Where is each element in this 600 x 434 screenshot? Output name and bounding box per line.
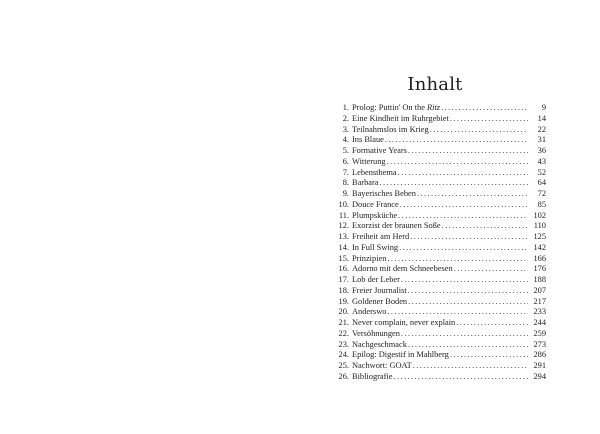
toc-entry: [336, 372, 546, 383]
toc-entry-title-text: Adorno mit dem Schneebesen: [352, 264, 453, 274]
toc-entry: [336, 254, 546, 265]
toc-entry-title-text: Goldener Boden: [352, 296, 408, 306]
toc-entry-number: 26.: [338, 371, 349, 381]
toc-entry-title: [349, 221, 441, 232]
toc-entry-page: 72: [537, 189, 546, 198]
toc-entry-number: 11.: [338, 210, 349, 220]
toc-entry: [336, 286, 546, 297]
toc-entry: [336, 329, 546, 340]
toc-entry: [336, 243, 546, 254]
toc-entry-title-text: Freier Journalist: [352, 285, 407, 295]
toc-entry-number: 6.: [342, 156, 349, 166]
toc-entry-page: 85: [537, 199, 546, 209]
toc-entry-page: 286: [533, 350, 546, 360]
dot-leader: [401, 329, 528, 340]
toc-entry-number: 7.: [342, 167, 349, 177]
dot-leader: [387, 157, 528, 168]
toc-entry-number: 16.: [338, 264, 349, 274]
toc-entry-number: 15.: [338, 253, 349, 263]
dot-leader: [399, 243, 528, 254]
toc-entry-number: 21.: [338, 318, 349, 327]
toc-entry-number: 20.: [338, 307, 349, 317]
toc-entry: [336, 340, 546, 351]
toc-entry-title: [349, 157, 386, 168]
toc-entry: [336, 168, 546, 179]
toc-entry-title-text: Prolog: Puttin' On the: [352, 103, 428, 112]
toc-entry-title: [349, 243, 398, 254]
toc-entry-page: 142: [533, 242, 546, 252]
dot-leader: [401, 275, 528, 286]
toc-entry-title-text: Bayerisches Beben: [352, 189, 416, 198]
toc-entry-number: 23.: [338, 339, 349, 349]
toc-entry-number: 10.: [338, 199, 349, 209]
toc-entry-number: 18.: [338, 285, 349, 295]
toc-entry: [336, 318, 546, 329]
toc-entry-title: [349, 200, 399, 211]
toc-entry-page: 52: [537, 167, 546, 177]
toc-entry: [336, 361, 546, 372]
toc-entry-number: 24.: [338, 350, 349, 360]
toc-entry-title-text: Never complain, never explain: [352, 318, 456, 327]
toc-entry-number: 5.: [342, 146, 349, 155]
toc-entry-page: 291: [533, 361, 546, 370]
dot-leader: [441, 103, 528, 114]
toc-entry-number: 19.: [338, 296, 349, 306]
toc-entry-page: 176: [533, 264, 546, 274]
dot-leader: [408, 146, 528, 157]
toc-entry-title: [349, 329, 400, 340]
toc-entry-page: 244: [533, 318, 546, 327]
toc-entry-page: 31: [537, 135, 546, 145]
toc-entry-title: [349, 372, 392, 383]
toc-entry-title: [349, 146, 407, 157]
dot-leader: [450, 114, 528, 125]
toc-entry-title-text: Douce France: [352, 199, 399, 209]
toc-entry-title: [349, 232, 409, 243]
toc-entry-title-text: In Full Swing: [352, 242, 399, 252]
toc-entry-title-text: Epilog: Digestif in Mahlberg: [352, 350, 449, 360]
toc-entry-title: [349, 264, 453, 275]
toc-entry-title: [349, 189, 416, 200]
toc-entry-page: 9: [541, 103, 546, 112]
toc-entry-page: 110: [533, 221, 546, 231]
toc-entry-page: 22: [537, 124, 546, 134]
toc-entry-page: 14: [537, 113, 546, 123]
toc-entry-title-text: Versöhnungen: [352, 328, 400, 338]
toc-entry-title-text: Lebensthema: [352, 167, 397, 177]
toc-entry-title: [349, 178, 379, 189]
toc-entry-title-text: Bibliografie: [352, 371, 393, 381]
toc-entry: [336, 200, 546, 211]
dot-leader: [400, 200, 528, 211]
toc-entry-number: 9.: [342, 189, 349, 198]
dot-leader: [442, 221, 528, 232]
dot-leader: [410, 232, 528, 243]
toc-entry-title: [349, 275, 400, 286]
toc-entry: [336, 135, 546, 146]
dot-leader: [387, 307, 528, 318]
toc-entry: [336, 103, 546, 114]
toc-entry: [336, 307, 546, 318]
toc-entry-number: 12.: [338, 221, 349, 231]
dot-leader: [380, 178, 528, 189]
dot-leader: [430, 125, 528, 136]
dot-leader: [450, 350, 528, 361]
toc-entry-number: 3.: [342, 124, 349, 134]
toc-entry: [336, 178, 546, 189]
dot-leader: [454, 264, 528, 275]
dot-leader: [408, 340, 528, 351]
toc-entry-title: [349, 211, 397, 222]
toc-entry: [336, 221, 546, 232]
toc-entry: [336, 232, 546, 243]
toc-entry: [336, 157, 546, 168]
toc-entry-title: [349, 350, 449, 361]
toc-entry-title-text: Plumpsküche: [352, 210, 398, 220]
toc-entry: [336, 125, 546, 136]
toc-entry-title: [349, 254, 386, 265]
toc-entry-page: 217: [533, 296, 546, 306]
toc-entry-title: [349, 103, 440, 114]
toc-entry-title-text: Exorzist der braunen Soße: [352, 221, 441, 231]
toc-entry-number: 13.: [338, 232, 349, 241]
toc-entry-title-italic: Ritz: [427, 103, 441, 112]
toc-entry-title: [349, 297, 407, 308]
toc-entry: [336, 211, 546, 222]
toc-entry-page: 259: [533, 328, 546, 338]
toc-entry-page: 207: [533, 285, 546, 295]
toc-entry-title-text: Formative Years: [352, 146, 407, 155]
dot-leader: [408, 286, 528, 297]
toc-entry-page: 36: [537, 146, 546, 155]
toc-entry-page: 64: [537, 178, 546, 188]
toc-entry: [336, 146, 546, 157]
toc-entry-title-text: Anderswo: [352, 307, 387, 317]
page-title: Inhalt: [407, 74, 463, 95]
dot-leader: [387, 254, 528, 265]
toc-entry: [336, 297, 546, 308]
toc-entry-page: 125: [533, 232, 546, 241]
toc-entry-title: [349, 361, 412, 372]
dot-leader: [398, 211, 528, 222]
toc-entry: [336, 275, 546, 286]
toc-entry-number: 1.: [342, 103, 349, 112]
toc-entry: [336, 350, 546, 361]
toc-entry-title: [349, 114, 449, 125]
toc-entry-title: [349, 340, 407, 351]
dot-leader: [398, 168, 528, 179]
dot-leader: [408, 297, 528, 308]
dot-leader: [385, 135, 528, 146]
toc-entry-title: [349, 307, 386, 318]
toc-entry-number: 17.: [338, 275, 349, 284]
toc-entry-page: 188: [533, 275, 546, 284]
toc-entry-page: 294: [533, 371, 546, 381]
table-of-contents: [336, 103, 546, 383]
toc-entry: [336, 264, 546, 275]
toc-entry-page: 43: [537, 156, 546, 166]
toc-entry-title-text: Lob der Leber: [352, 275, 400, 284]
toc-entry-title-text: Eine Kindheit im Ruhrgebiet: [352, 113, 449, 123]
toc-entry: [336, 189, 546, 200]
toc-entry-page: 273: [533, 339, 546, 349]
toc-entry-title-text: Prinzipien: [352, 253, 387, 263]
toc-entry-number: 4.: [342, 135, 349, 145]
toc-entry-title: [349, 318, 455, 329]
toc-entry-title: [349, 125, 429, 136]
toc-entry-title: [349, 168, 397, 179]
toc-entry-number: 25.: [338, 361, 349, 370]
toc-entry-title: [349, 286, 407, 297]
toc-entry-page: 233: [533, 307, 546, 317]
toc-entry: [336, 114, 546, 125]
toc-entry-title-text: Witterung: [352, 156, 386, 166]
toc-entry-title-text: Nachwort: GOAT: [352, 361, 412, 370]
toc-entry-page: 102: [533, 210, 546, 220]
toc-entry-number: 2.: [342, 113, 349, 123]
toc-entry-number: 14.: [338, 242, 349, 252]
toc-entry-title-text: Freiheit am Herd: [352, 232, 410, 241]
toc-entry-title-text: Ins Blaue: [352, 135, 384, 145]
dot-leader: [456, 318, 528, 329]
toc-entry-title-text: Nachgeschmack: [352, 339, 407, 349]
dot-leader: [393, 372, 528, 383]
toc-entry-page: 166: [533, 253, 546, 263]
toc-entry-title: [349, 135, 384, 146]
toc-entry-number: 22.: [338, 328, 349, 338]
toc-entry-title-text: Barbara: [352, 178, 379, 188]
toc-entry-number: 8.: [342, 178, 349, 188]
toc-entry-title-text: Teilnahmslos im Krieg: [352, 124, 429, 134]
dot-leader: [413, 361, 528, 372]
dot-leader: [417, 189, 528, 200]
